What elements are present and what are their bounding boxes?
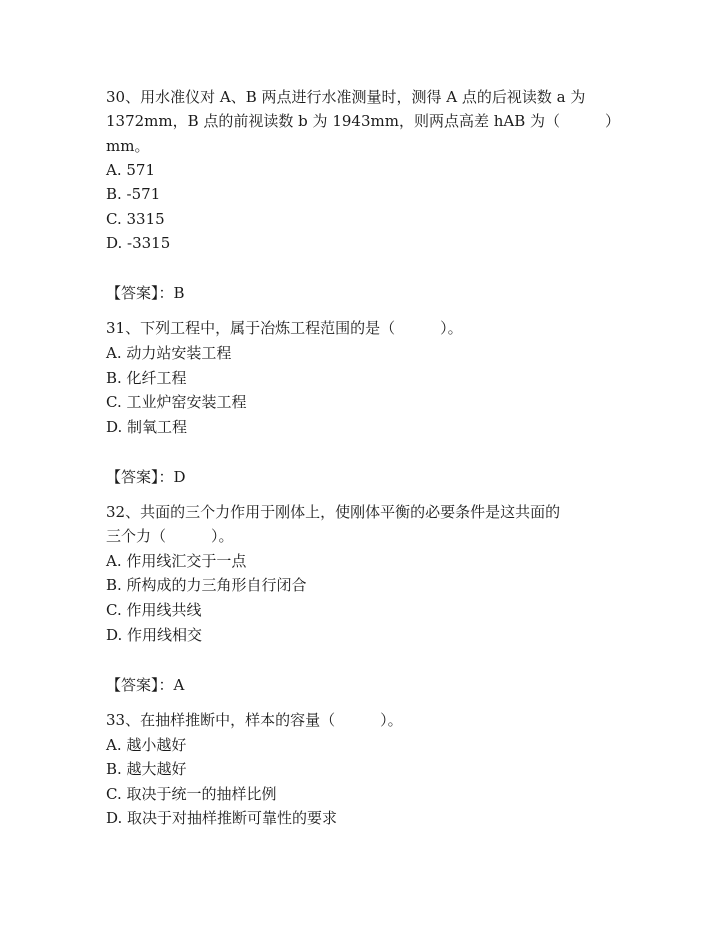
q30-stem-line-3: mm。 bbox=[106, 137, 150, 155]
q30-stem-line-2: 1372mm，B 点的前视读数 b 为 1943mm，则两点高差 hAB 为（ ） bbox=[106, 112, 620, 130]
q33-option-c: C. 取决于统一的抽样比例 bbox=[106, 785, 277, 803]
q32-option-a: A. 作用线汇交于一点 bbox=[106, 552, 247, 570]
q31-answer: 【答案】：D bbox=[106, 468, 186, 486]
q30-option-c: C. 3315 bbox=[106, 210, 165, 228]
q33-stem-line-1: 33、在抽样推断中，样本的容量（ ）。 bbox=[106, 711, 403, 729]
q33-option-d: D. 取决于对抽样推断可靠性的要求 bbox=[106, 809, 338, 827]
q32-option-b: B. 所构成的力三角形自行闭合 bbox=[106, 576, 307, 594]
q31-option-d: D. 制氧工程 bbox=[106, 418, 188, 436]
q30-option-d: D. -3315 bbox=[106, 234, 171, 252]
q31-option-b: B. 化纤工程 bbox=[106, 369, 187, 387]
q30-stem-line-1: 30、用水准仪对 A、B 两点进行水准测量时，测得 A 点的后视读数 a 为 bbox=[106, 88, 586, 106]
q30-option-b: B. -571 bbox=[106, 185, 161, 203]
q32-answer: 【答案】：A bbox=[106, 676, 185, 694]
q30-answer: 【答案】：B bbox=[106, 284, 185, 302]
q32-stem-line-1: 32、共面的三个力作用于刚体上，使刚体平衡的必要条件是这共面的 bbox=[106, 503, 561, 521]
q30-option-a: A. 571 bbox=[106, 161, 155, 179]
q32-stem-line-2: 三个力（ ）。 bbox=[106, 527, 234, 545]
q32-option-c: C. 作用线共线 bbox=[106, 601, 202, 619]
q31-stem-line-1: 31、下列工程中，属于冶炼工程范围的是（ ）。 bbox=[106, 319, 463, 337]
q33-option-b: B. 越大越好 bbox=[106, 760, 187, 778]
q31-option-a: A. 动力站安装工程 bbox=[106, 344, 232, 362]
q32-option-d: D. 作用线相交 bbox=[106, 626, 203, 644]
q33-option-a: A. 越小越好 bbox=[106, 736, 187, 754]
q31-option-c: C. 工业炉窑安装工程 bbox=[106, 393, 247, 411]
